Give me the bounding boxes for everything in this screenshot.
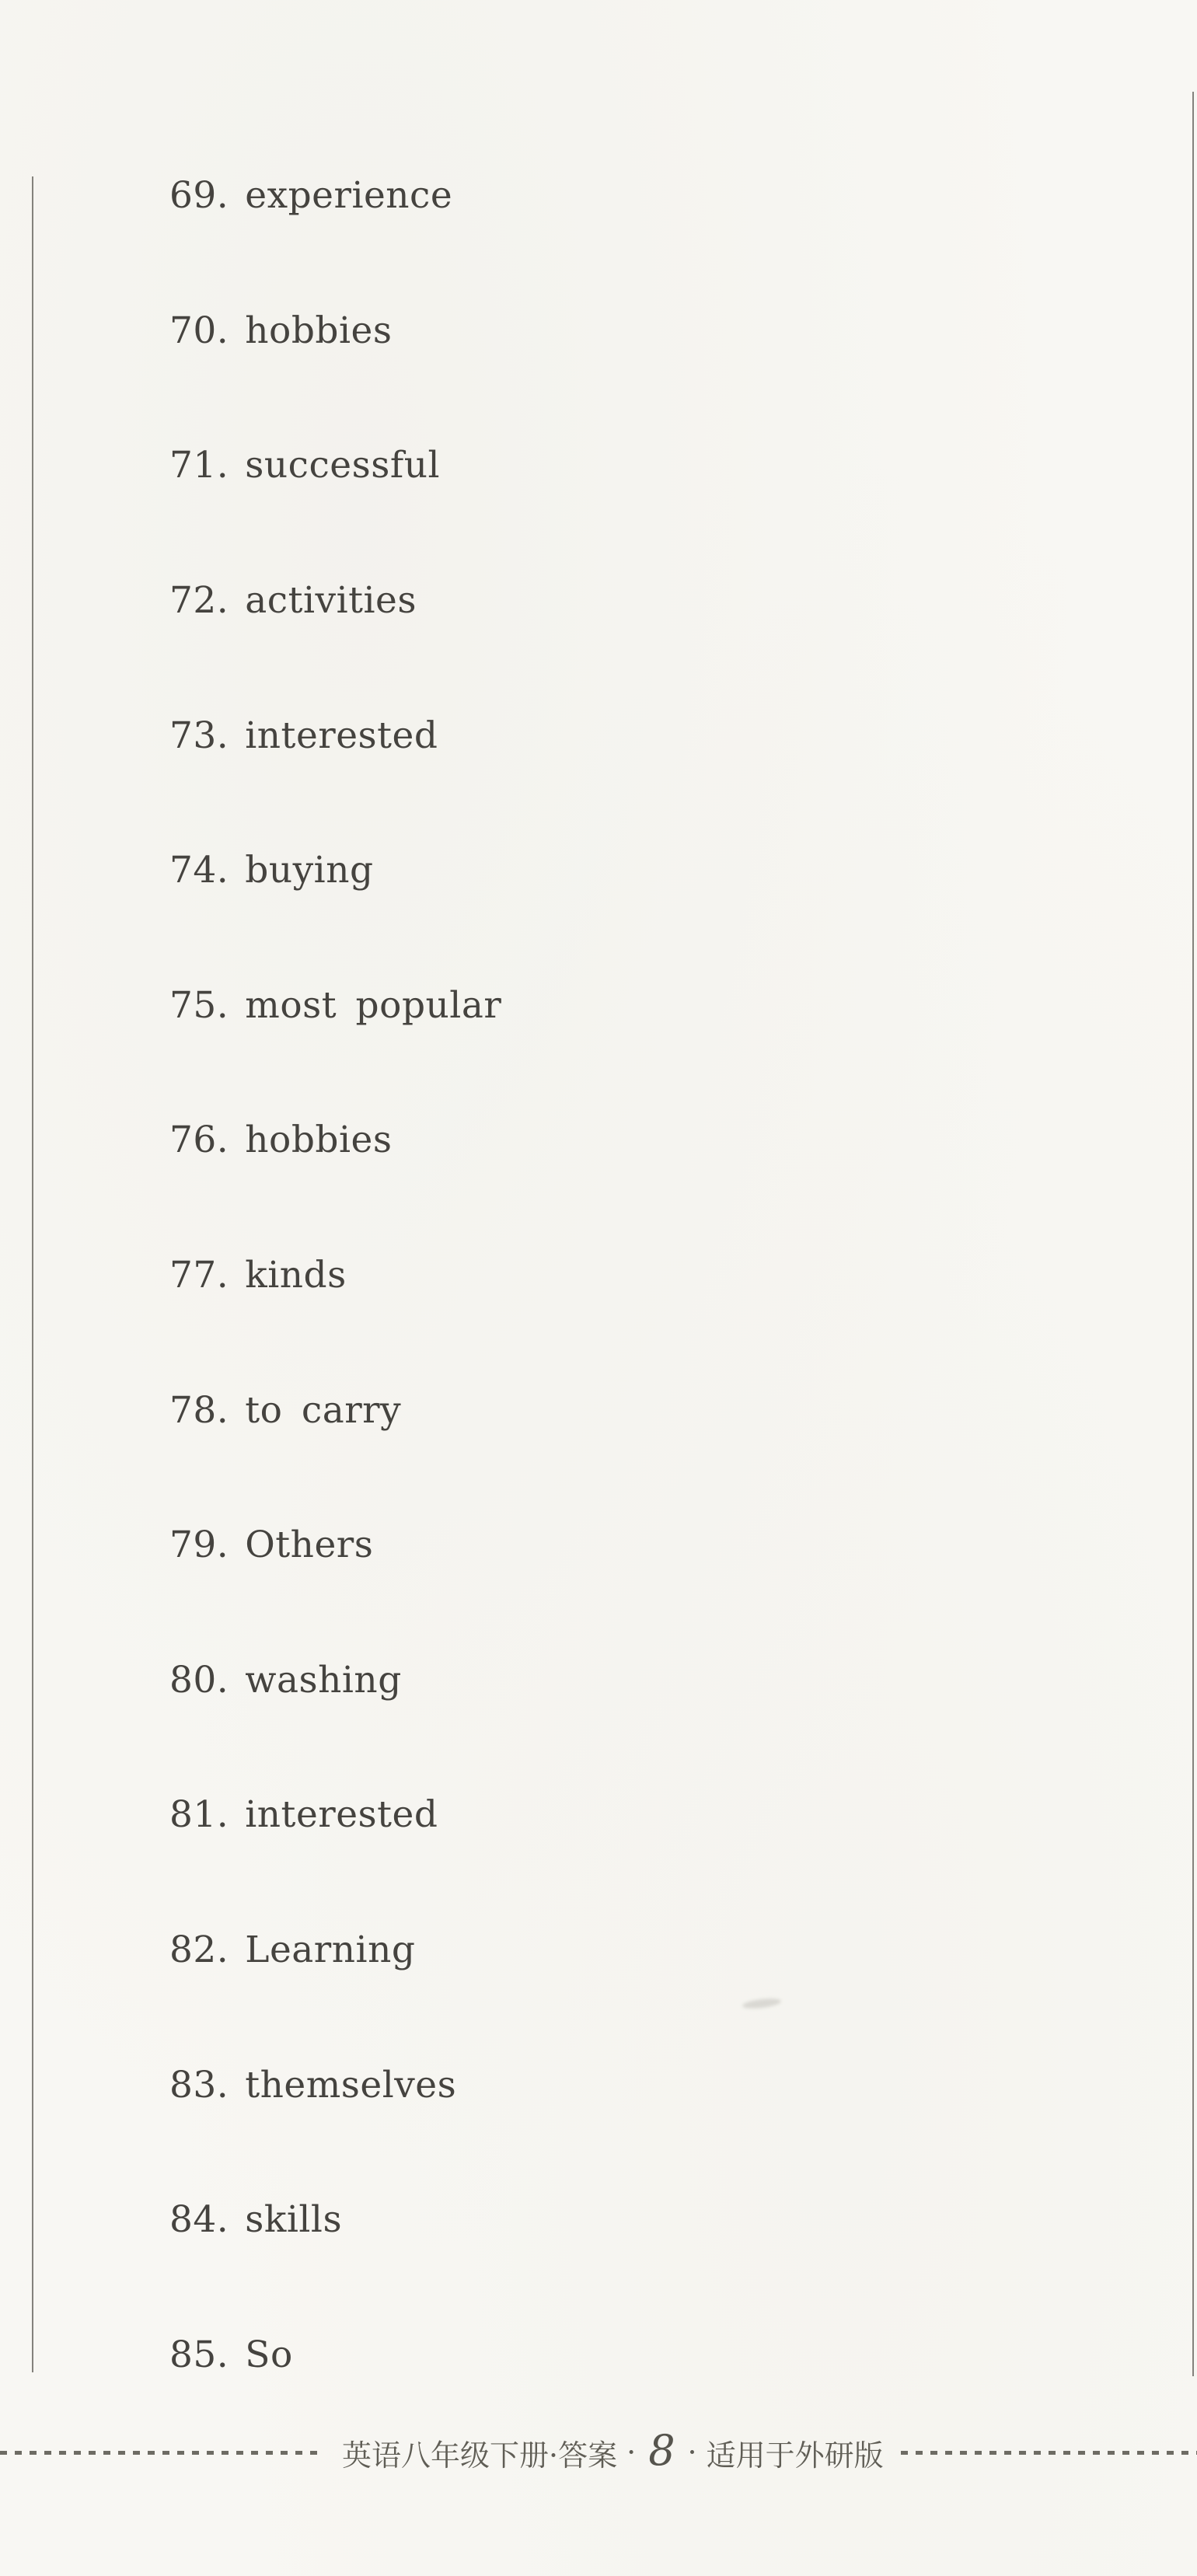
- list-item: [0, 2017, 1088, 2152]
- item-answer-text: skills: [245, 2198, 343, 2242]
- item-answer-text: activities: [245, 579, 417, 623]
- footer-separator: ·: [626, 2435, 637, 2470]
- list-item: [0, 1747, 1088, 1883]
- list-item: [0, 398, 1088, 533]
- list-item: [0, 1073, 1088, 1208]
- item-answer-text: successful: [245, 444, 441, 487]
- footer-dash-right: [901, 2451, 1197, 2455]
- footer-series-title: 英语八年级下册·答案: [342, 2438, 618, 2473]
- item-number: 83.: [169, 2063, 229, 2107]
- list-item: [0, 1883, 1088, 2018]
- item-answer-text: washing: [245, 1658, 402, 1702]
- list-item: [0, 264, 1088, 399]
- item-number: 85.: [169, 2333, 229, 2376]
- item-answer-text: So: [245, 2333, 293, 2376]
- footer-page-number: 8: [648, 2425, 675, 2475]
- item-number: 80.: [169, 1658, 229, 1702]
- item-number: 70.: [169, 309, 229, 352]
- item-number: 82.: [169, 1929, 229, 1972]
- item-answer-text: themselves: [245, 2063, 457, 2107]
- item-answer-text: buying: [245, 849, 374, 892]
- item-number: 72.: [169, 579, 229, 623]
- item-number: 75.: [169, 983, 229, 1027]
- list-item: [0, 803, 1088, 938]
- footer-separator: ·: [687, 2435, 697, 2470]
- list-item: [0, 938, 1088, 1073]
- item-number: 77.: [169, 1254, 229, 1297]
- list-item: [0, 1342, 1088, 1478]
- list-item: [0, 533, 1088, 668]
- page-footer: [0, 2425, 1197, 2477]
- item-number: 71.: [169, 444, 229, 487]
- footer-dash-left: [0, 2451, 325, 2455]
- item-answer-text: hobbies: [245, 1119, 393, 1162]
- footer-edition-note: 适用于外研版: [706, 2438, 884, 2473]
- list-item: [0, 1613, 1088, 1748]
- item-number: 79.: [169, 1524, 229, 1567]
- item-number: 76.: [169, 1119, 229, 1162]
- item-answer-text: experience: [245, 174, 453, 218]
- list-item: [0, 128, 1088, 264]
- item-answer-text: interested: [245, 714, 438, 757]
- item-number: 81.: [169, 1793, 229, 1837]
- item-answer-text: kinds: [245, 1254, 347, 1297]
- item-number: 84.: [169, 2198, 229, 2242]
- list-item: [0, 1208, 1088, 1343]
- item-answer-text: Others: [245, 1524, 374, 1567]
- item-number: 69.: [169, 174, 229, 218]
- footer-text: [342, 2425, 884, 2477]
- item-answer-text: most popular: [245, 983, 502, 1027]
- item-answer-text: hobbies: [245, 309, 393, 352]
- item-answer-text: to carry: [245, 1388, 402, 1432]
- item-answer-text: interested: [245, 1793, 438, 1837]
- item-number: 78.: [169, 1388, 229, 1432]
- list-item: [0, 2152, 1088, 2288]
- list-item: [0, 1478, 1088, 1613]
- list-item: [0, 2288, 1088, 2423]
- item-number: 74.: [169, 849, 229, 892]
- item-number: 73.: [169, 714, 229, 757]
- item-answer-text: Learning: [245, 1929, 416, 1972]
- right-border-line: [1192, 92, 1194, 2376]
- answer-list: [0, 128, 1088, 2422]
- list-item: [0, 668, 1088, 803]
